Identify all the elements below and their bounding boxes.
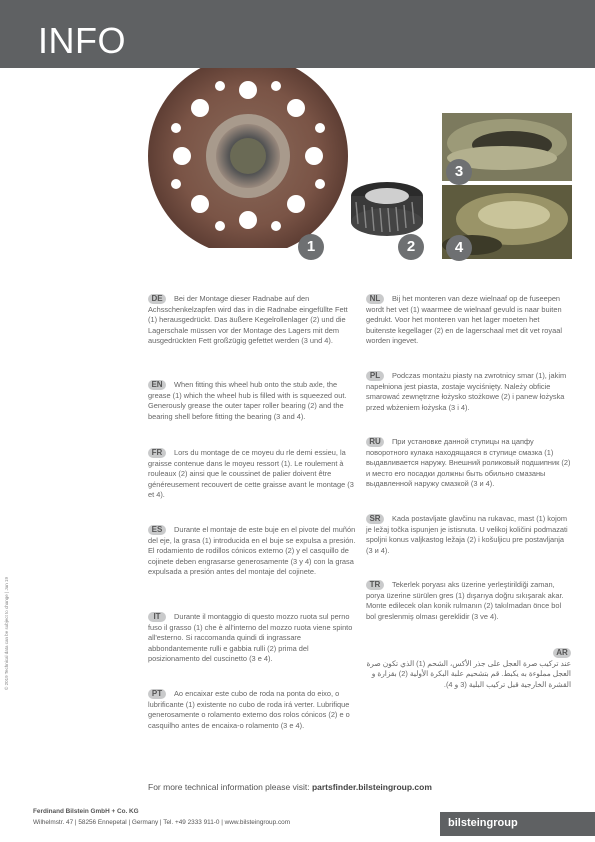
section-text: Durante il montaggio di questo mozzo ruota sul perno fuso il grasso (1) che è all'interno del mozzo ruota viene spinto all'esterno. Si raccomanda quindi di ingrassare abbondantemente rulli e gabbia rulli (2) prima del posizionamento del cuscinetto (3 e 4). [148, 612, 353, 664]
lang-badge-sr: SR [366, 514, 384, 524]
brand-bar [440, 812, 595, 836]
section-pt [148, 689, 356, 731]
header-bar [0, 0, 595, 68]
company-name: Ferdinand Bilstein GmbH + Co. KG [33, 808, 139, 815]
lang-badge-es: ES [148, 525, 166, 535]
company-info [33, 806, 290, 828]
lang-badge-pl: PL [366, 371, 384, 381]
image-label-2: 2 [398, 234, 424, 260]
more-info-line [148, 782, 432, 792]
image-label-4: 4 [446, 235, 472, 261]
lang-badge-nl: NL [366, 294, 384, 304]
section-text: Durante el montaje de este buje en el pivote del muñón del eje, la grasa (1) introducida en el buje se expulsa a presión. El rodamiento de rodillos cónicos externo (2) y el casquillo de cojinete deben engrasarse generosamente (3 y 4) con la grasa expulsada a presión antes del montaje del cojinete. [148, 525, 356, 577]
more-info-prefix: For more technical information please visit: [148, 782, 312, 792]
section-text: عند تركيب صرة العجل على جذر الأكس، الشحم (1) الذي تكون صرة العجل مملوءة به يكبط. قم بتشحيم علبة البكرة الأولية (2) بقزارة و القشرة الخارجية قبل تركيب البلية (3 و 4). [366, 658, 571, 689]
lang-badge-pt: PT [148, 689, 166, 699]
section-fr [148, 448, 356, 501]
page-title: INFO [38, 20, 126, 61]
section-en [148, 380, 356, 422]
lang-badge-tr: TR [366, 580, 384, 590]
lang-badge-ru: RU [366, 437, 384, 447]
lang-badge-de: DE [148, 294, 166, 304]
section-de [148, 294, 356, 347]
section-text: При установке данной ступицы на цапфу поворотного кулака находящаяся в ступице смазка (1) выдавливается наружу. Внешний роликовый подшипник (2) и место его посадки должны быть обильно смазаны выдавленной наружу смазкой (3 и 4). [366, 437, 571, 489]
section-sr [366, 514, 571, 556]
lang-badge-it: IT [148, 612, 166, 622]
more-info-link[interactable]: partsfinder.bilsteingroup.com [311, 782, 432, 792]
lang-badge-en: EN [148, 380, 166, 390]
lang-badge-ar: AR [553, 648, 571, 658]
section-it [148, 612, 356, 665]
wheel-hub-photo [140, 68, 360, 248]
section-text: Tekerlek poryası aks üzerine yerleştirildiği zaman, porya üzerine sürülen gres (1) dışarıya doğru sıkışarak akar. Monte edilecek olan konik rulmanın (2) takılmadan önce bol bol greslenmiş olması gereklidir (3 ve 4). [366, 580, 564, 621]
company-address: Wilhelmstr. 47 | 58256 Ennepetal | Germany | Tel. +49 2333 911-0 | www.bilsteingroup.com [33, 819, 291, 826]
section-pl [366, 371, 571, 413]
section-text: Kada postavljate glavčinu na rukavac, mast (1) kojom je ležaj točka ispunjen je istisnuta. U velikoj količini podmazati spoljni konus valjkastog ležaja (2) i košuljicu pre postavljanja (3 и 4). [366, 514, 568, 555]
section-nl [366, 294, 571, 347]
section-text: Ao encaixar este cubo de roda na ponta do eixo, o lubrificante (1) existente no cubo de roda irá verter. Lubrifique generosamente o rolamento externo dos rolos cónicos (2) e o casquilho antes de encaixa-o rolamento (3 e 4). [148, 689, 350, 730]
section-text: Bij het monteren van deze wielnaaf op de fuseepen wordt het vet (1) waarmee de wielnaaf gevuld is naar buiten gedrukt. Voor het monteren van het lager moeten het buitenste kegellager (2) en de lagerschaal met dit vet royaal worden ingevet. [366, 294, 562, 346]
image-area [0, 68, 595, 278]
brand-logo: bilsteingroup [448, 817, 518, 829]
section-text: Podczas montażu piasty na zwrotnicy smar (1), jakim napełniona jest piasta, zostaje wyciśnięty. Należy obficie smarować zewnętrzne łożysko stożkowe (2) i panew łożyska przed wbżeniem łożyska (3 i 4). [366, 371, 567, 412]
document-reference: © 2019 Technical data can be subject to change | Jan 19 [4, 577, 9, 690]
section-text: Lors du montage de ce moyeu du rle demi essieu, la graisse contenue dans le moyeu ressort (1). Le roulement à rouleaux (2) ainsi que le coussinet de palier doivent être généreusement recouvert de cette graisse avant le montage (3 et 4). [148, 448, 354, 500]
section-text: Bei der Montage dieser Radnabe auf den Achsschenkelzapfen wird das in die Radnabe eingefüllte Fett (1) herausgedrückt. Das äußere Kegelrollenlager (2) und die Lagerschale müssen vor der Montage des Lagers mit dem ausgedrückten Fett großzügig gefettet werden (3 und 4). [148, 294, 348, 346]
section-ar [366, 648, 571, 690]
section-ru [366, 437, 571, 490]
section-text: When fitting this wheel hub onto the stub axle, the grease (1) which the wheel hub is filled with is squeezed out. Generously grease the outer taper roller bearing (2) and the bearing shell before fitting the bearing (3 and 4). [148, 380, 347, 421]
section-es [148, 525, 356, 578]
image-label-1: 1 [298, 234, 324, 260]
taper-bearing-photo [342, 174, 432, 244]
lang-badge-fr: FR [148, 448, 166, 458]
section-tr [366, 580, 571, 622]
image-label-3: 3 [446, 159, 472, 185]
